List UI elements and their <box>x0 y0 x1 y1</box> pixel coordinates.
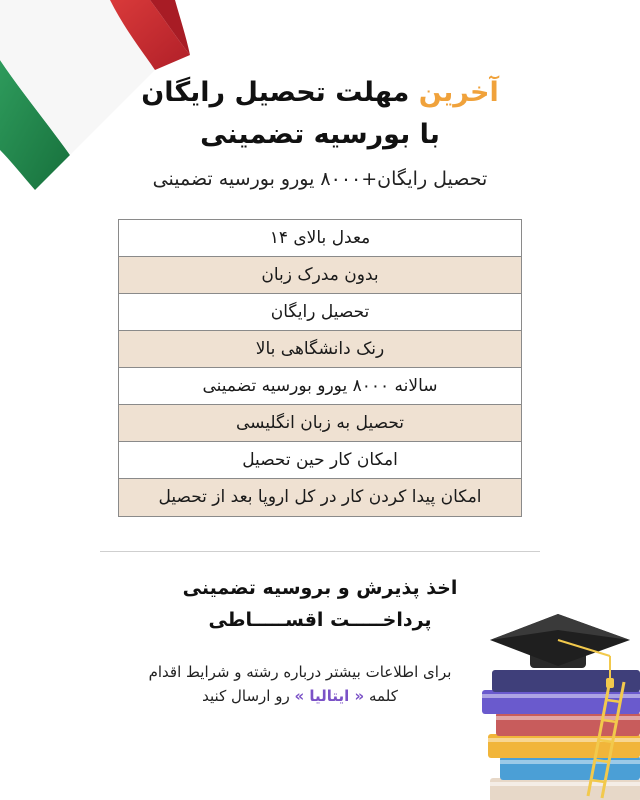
info-line-1: برای اطلاعات بیشتر درباره رشته و شرایط اقدام <box>148 663 452 681</box>
info-line-2-suffix: رو ارسال کنید <box>202 687 290 705</box>
feature-row: بدون مدرک زبان <box>119 257 521 294</box>
feature-row: امکان پیدا کردن کار در کل اروپا بعد از تحصیل <box>119 479 521 516</box>
feature-row: تحصیل به زبان انگلیسی <box>119 405 521 442</box>
feature-row: تحصیل رایگان <box>119 294 521 331</box>
feature-row: سالانه ۸۰۰۰ یورو بورسیه تضمینی <box>119 368 521 405</box>
promo-line-2: پرداخـــــت اقســـــاطی <box>208 609 432 631</box>
features-table <box>118 219 522 517</box>
feature-row: امکان کار حین تحصیل <box>119 442 521 479</box>
feature-row: معدل بالای ۱۴ <box>119 220 521 257</box>
headline-line-1 <box>60 72 580 114</box>
subheadline: تحصیل رایگان+۸۰۰۰ یورو بورسیه تضمینی <box>152 168 488 190</box>
section-divider <box>100 551 540 552</box>
graduation-books-icon <box>460 600 640 800</box>
headline <box>60 72 580 156</box>
info-line-2 <box>100 684 500 708</box>
info-keyword: « ایتالیا » <box>294 687 365 705</box>
info-line-2-prefix: کلمه <box>369 687 398 705</box>
info-text <box>100 660 500 708</box>
feature-row: رنک دانشگاهی بالا <box>119 331 521 368</box>
headline-accent-word: آخرین <box>418 77 499 108</box>
promo-line-1: اخذ پذیرش و بروسیه تضمینی <box>182 577 458 599</box>
headline-line-2: با بورسیه تضمینی <box>200 119 440 150</box>
headline-line-1-rest: مهلت تحصیل رایگان <box>141 77 410 108</box>
